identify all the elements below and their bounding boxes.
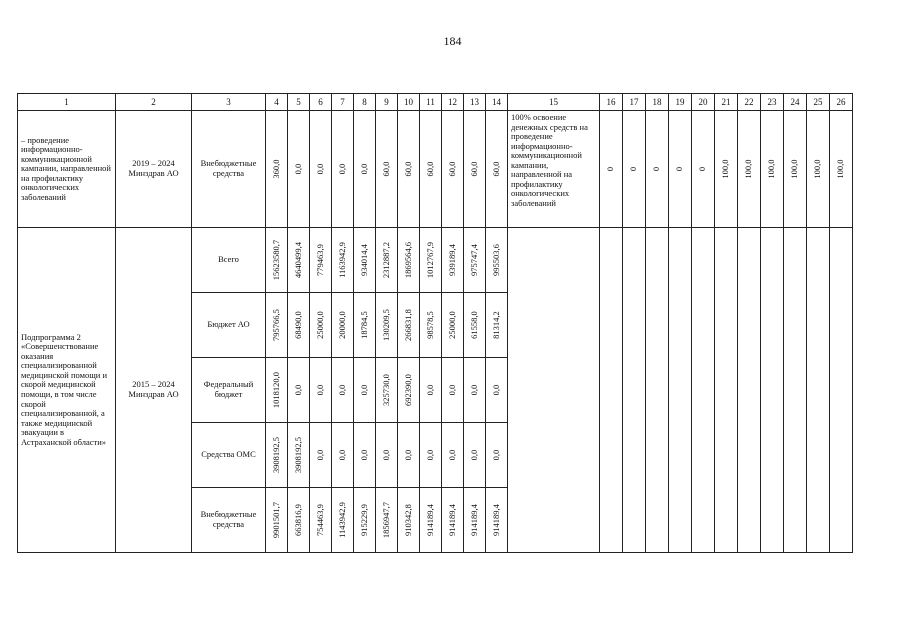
target-empty <box>807 228 830 553</box>
header-cell: 7 <box>332 94 354 111</box>
indicator-empty <box>508 228 600 553</box>
value-cell: 914189,4 <box>420 488 442 553</box>
target-cell: 100,0 <box>715 111 738 228</box>
value-cell: 60,0 <box>420 111 442 228</box>
header-cell: 8 <box>354 94 376 111</box>
value-cell: 25000,0 <box>310 293 332 358</box>
value-cell: 779463,9 <box>310 228 332 293</box>
value-cell: 18784,5 <box>354 293 376 358</box>
value-cell: 0,0 <box>354 358 376 423</box>
value-cell: 4640499,4 <box>288 228 310 293</box>
value-cell: 0,0 <box>464 423 486 488</box>
value-cell: 910342,8 <box>398 488 420 553</box>
value-cell: 1012767,9 <box>420 228 442 293</box>
target-cell: 100,0 <box>784 111 807 228</box>
value-cell: 60,0 <box>442 111 464 228</box>
header-cell: 10 <box>398 94 420 111</box>
target-empty <box>784 228 807 553</box>
target-empty <box>669 228 692 553</box>
value-cell: 934014,4 <box>354 228 376 293</box>
value-cell: 914189,4 <box>442 488 464 553</box>
target-cell: 100,0 <box>807 111 830 228</box>
header-cell: 18 <box>646 94 669 111</box>
target-empty <box>761 228 784 553</box>
header-cell: 25 <box>807 94 830 111</box>
value-cell: 1869564,6 <box>398 228 420 293</box>
header-cell: 4 <box>266 94 288 111</box>
subprogram-description: Подпрограмма 2 «Совершенствование оказания специализированной медицинской помощи и скорой медицинской помощи, в том числе скорой специализированной, а также медицинской эвакуации в Астраханской области» <box>18 228 116 553</box>
value-cell: 9901501,7 <box>266 488 288 553</box>
value-cell: 25000,0 <box>442 293 464 358</box>
header-cell: 22 <box>738 94 761 111</box>
value-cell: 0,0 <box>376 423 398 488</box>
value-cell: 15623580,7 <box>266 228 288 293</box>
header-cell: 15 <box>508 94 600 111</box>
activity-indicator: 100% освоение денежных средств на проведение информационно-коммуникационной кампании, направленной на профилактику онкологических заболеваний <box>508 111 600 228</box>
header-cell: 20 <box>692 94 715 111</box>
header-cell: 3 <box>192 94 266 111</box>
header-cell: 26 <box>830 94 853 111</box>
value-cell: 0,0 <box>354 423 376 488</box>
target-empty <box>600 228 623 553</box>
value-cell: 0,0 <box>332 111 354 228</box>
header-cell: 9 <box>376 94 398 111</box>
target-cell: 0 <box>623 111 646 228</box>
value-cell: 60,0 <box>376 111 398 228</box>
value-cell: 795766,5 <box>266 293 288 358</box>
funding-source: Бюджет АО <box>192 293 266 358</box>
target-empty <box>715 228 738 553</box>
value-cell: 0,0 <box>310 423 332 488</box>
value-cell: 81314,2 <box>486 293 508 358</box>
funding-source: Внебюджетные средства <box>192 488 266 553</box>
target-empty <box>738 228 761 553</box>
header-cell: 12 <box>442 94 464 111</box>
value-cell: 663816,9 <box>288 488 310 553</box>
target-cell: 100,0 <box>830 111 853 228</box>
activity-period: 2019 – 2024 Минздрав АО <box>116 111 192 228</box>
target-cell: 100,0 <box>738 111 761 228</box>
value-cell: 61558,0 <box>464 293 486 358</box>
target-empty <box>830 228 853 553</box>
header-cell: 6 <box>310 94 332 111</box>
value-cell: 130209,5 <box>376 293 398 358</box>
header-cell: 14 <box>486 94 508 111</box>
value-cell: 1856947,7 <box>376 488 398 553</box>
value-cell: 1018120,0 <box>266 358 288 423</box>
target-cell: 0 <box>646 111 669 228</box>
subprogram-period: 2015 – 2024 Минздрав АО <box>116 228 192 553</box>
value-cell: 0,0 <box>332 423 354 488</box>
value-cell: 0,0 <box>332 358 354 423</box>
target-empty <box>623 228 646 553</box>
value-cell: 0,0 <box>288 111 310 228</box>
funding-source: Всего <box>192 228 266 293</box>
value-cell: 914189,4 <box>464 488 486 553</box>
target-cell: 0 <box>600 111 623 228</box>
header-cell: 2 <box>116 94 192 111</box>
value-cell: 60,0 <box>486 111 508 228</box>
value-cell: 325730,0 <box>376 358 398 423</box>
value-cell: 98578,5 <box>420 293 442 358</box>
target-cell: 100,0 <box>761 111 784 228</box>
page-number: 184 <box>443 34 462 48</box>
header-cell: 1 <box>18 94 116 111</box>
value-cell: 1143942,9 <box>332 488 354 553</box>
value-cell: 915229,9 <box>354 488 376 553</box>
target-empty <box>646 228 669 553</box>
value-cell: 914189,4 <box>486 488 508 553</box>
value-cell: 0,0 <box>420 358 442 423</box>
value-cell: 995503,6 <box>486 228 508 293</box>
header-row <box>18 94 853 111</box>
header-cell: 11 <box>420 94 442 111</box>
target-cell: 0 <box>669 111 692 228</box>
value-cell: 60,0 <box>464 111 486 228</box>
activity-source: Внебюджетные средства <box>192 111 266 228</box>
header-cell: 16 <box>600 94 623 111</box>
value-cell: 2312887,2 <box>376 228 398 293</box>
value-cell: 0,0 <box>486 423 508 488</box>
activity-description: – проведение информационно-коммуникационной кампании, направленной на профилактику онкологических заболеваний <box>18 111 116 228</box>
activity-row <box>18 111 853 228</box>
value-cell: 0,0 <box>310 111 332 228</box>
header-cell: 13 <box>464 94 486 111</box>
target-cell: 0 <box>692 111 715 228</box>
header-cell: 5 <box>288 94 310 111</box>
value-cell: 975747,4 <box>464 228 486 293</box>
header-cell: 24 <box>784 94 807 111</box>
value-cell: 68490,0 <box>288 293 310 358</box>
value-cell: 0,0 <box>486 358 508 423</box>
header-cell: 19 <box>669 94 692 111</box>
value-cell: 1163942,9 <box>332 228 354 293</box>
header-cell: 21 <box>715 94 738 111</box>
value-cell: 692390,0 <box>398 358 420 423</box>
header-cell: 17 <box>623 94 646 111</box>
value-cell: 0,0 <box>464 358 486 423</box>
target-empty <box>692 228 715 553</box>
subprogram-row-total <box>18 228 853 293</box>
value-cell: 360,0 <box>266 111 288 228</box>
value-cell: 60,0 <box>398 111 420 228</box>
program-table <box>17 93 853 553</box>
value-cell: 0,0 <box>288 358 310 423</box>
value-cell: 0,0 <box>354 111 376 228</box>
value-cell: 754463,9 <box>310 488 332 553</box>
value-cell: 3908192,5 <box>266 423 288 488</box>
funding-source: Федеральный бюджет <box>192 358 266 423</box>
value-cell: 3908192,5 <box>288 423 310 488</box>
value-cell: 0,0 <box>310 358 332 423</box>
value-cell: 266831,8 <box>398 293 420 358</box>
value-cell: 20000,0 <box>332 293 354 358</box>
funding-source: Средства ОМС <box>192 423 266 488</box>
header-cell: 23 <box>761 94 784 111</box>
value-cell: 0,0 <box>420 423 442 488</box>
value-cell: 0,0 <box>442 358 464 423</box>
value-cell: 0,0 <box>398 423 420 488</box>
value-cell: 939189,4 <box>442 228 464 293</box>
value-cell: 0,0 <box>442 423 464 488</box>
